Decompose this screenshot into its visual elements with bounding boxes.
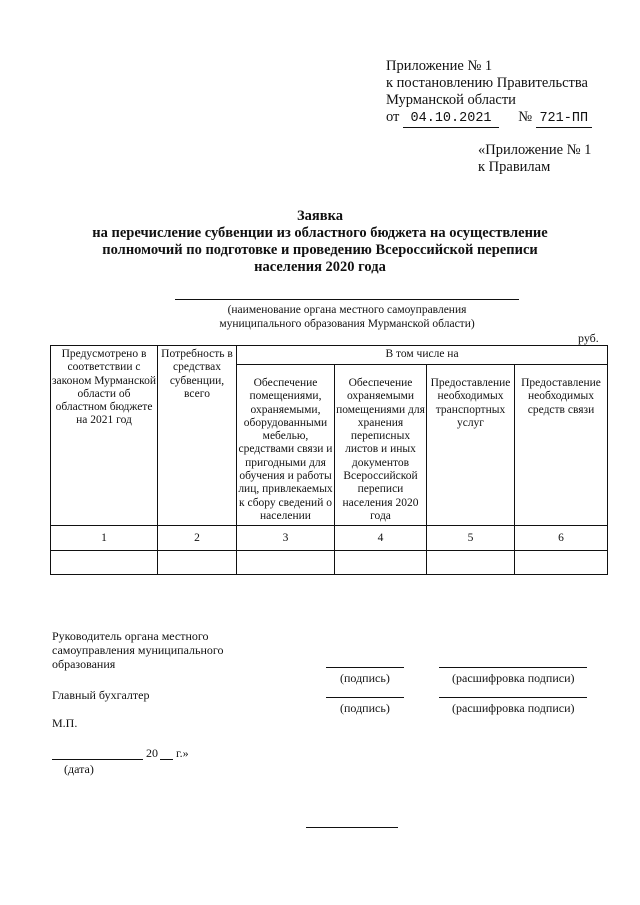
col-header-budget: Предусмотрено в соответствии с законом Мурманской области об областном бюджете на 2021 год [51,346,158,526]
document-title [60,208,580,276]
head-line-2: самоуправления муниципального [52,643,224,657]
head-line-3: образования [52,657,116,671]
value-cell[interactable] [427,551,515,575]
value-cell[interactable] [515,551,608,575]
col-header-group: В том числе на [237,346,608,365]
accountant-signature-caption: (подпись) [340,701,390,715]
year-suffix: г.» [176,746,189,760]
appendix-line-3: Мурманской области [386,92,516,108]
title-line-3: полномочий по подготовке и проведению Всероссийской переписи [102,242,538,258]
accountant-decode-caption: (расшифровка подписи) [452,701,575,715]
date-prefix: от [386,109,400,125]
head-decode-caption: (расшифровка подписи) [452,671,575,685]
col-number: 3 [237,526,335,551]
date-caption: (дата) [64,762,94,776]
col-number: 6 [515,526,608,551]
accountant-label: Главный бухгалтер [52,688,150,702]
org-caption-line-2: муниципального образования Мурманской области) [219,318,475,330]
decree-date: 04.10.2021 [403,110,499,128]
org-caption-line-1: (наименование органа местного самоуправления [227,304,467,316]
head-signatory-label [52,629,224,671]
year-line[interactable] [160,759,173,760]
head-line-1: Руководитель органа местного [52,629,209,643]
title-line-2: на перечисление субвенции из областного бюджета на осуществление [92,225,548,241]
value-cell[interactable] [335,551,427,575]
col-header-storage: Обеспечение охраняемыми помещениями для хранения переписных листов и иных документов Всероссийской переписи населения 2020 года [335,365,427,526]
col-number: 2 [158,526,237,551]
head-signature-caption: (подпись) [340,671,390,685]
year-prefix: 20 [146,746,158,760]
col-header-transport: Предоставление необходимых транспортных услуг [427,365,515,526]
value-cell[interactable] [158,551,237,575]
col-number: 4 [335,526,427,551]
value-cell[interactable] [51,551,158,575]
col-number: 5 [427,526,515,551]
org-name-line [175,299,519,300]
value-cell[interactable] [237,551,335,575]
number-prefix: № [518,109,533,125]
org-name-caption [150,303,544,331]
table-row-values [51,551,608,575]
closing-divider [306,827,398,828]
col-number: 1 [51,526,158,551]
appendix-date-row [386,109,592,128]
head-decode-line[interactable] [439,667,587,668]
head-signature-line[interactable] [326,667,404,668]
title-line-1: Заявка [297,208,343,224]
rules-appendix-block [478,142,591,176]
appendix-block [386,58,592,128]
table-row-numbers [51,526,608,551]
col-header-communications: Предоставление необходимых средств связи [515,365,608,526]
appendix-line-1: Приложение № 1 [386,58,493,74]
col-header-premises: Обеспечение помещениями, охраняемыми, оборудованными мебелью, средствами связи и пригодными для обучения и работы лиц, привлекаемых к сбору сведений о населении [237,365,335,526]
decree-number: 721-ПП [536,110,592,128]
subvention-table [50,345,608,575]
accountant-decode-line[interactable] [439,697,587,698]
currency-label: руб. [578,331,599,345]
accountant-signature-line[interactable] [326,697,404,698]
rules-appendix-line-1: «Приложение № 1 [478,142,592,158]
title-line-4: населения 2020 года [254,259,386,275]
rules-appendix-line-2: к Правилам [478,159,551,175]
date-line[interactable] [52,759,143,760]
col-header-need: Потребность в средствах субвенции, всего [158,346,237,526]
appendix-line-2: к постановлению Правительства [386,75,588,91]
stamp-place: М.П. [52,716,78,730]
table-header-row-1 [51,346,608,365]
